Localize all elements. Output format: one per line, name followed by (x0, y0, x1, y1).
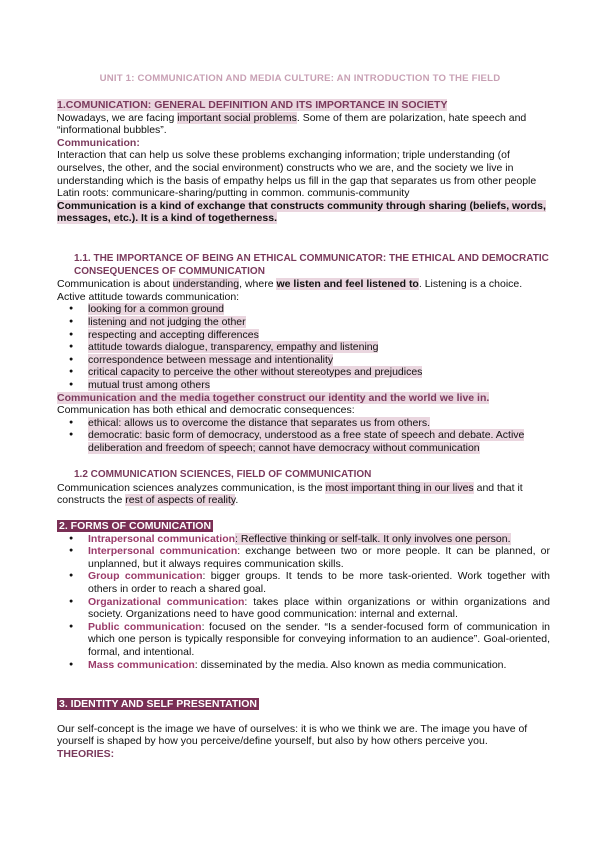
list-item: ● correspondence between message and intentionality (57, 354, 550, 367)
section-1-1-paragraph-1: Communication is about understanding, where we listen and feel listened to. Listening is a choice. (57, 278, 523, 291)
list-item-ethical: ● ethical: allows us to overcome the distance that separates us from others. (57, 417, 550, 430)
list-item: ● Mass communication: disseminated by the media. Also known as media communication. (57, 659, 550, 672)
list-item: ● respecting and accepting differences (57, 329, 550, 342)
forms-list (57, 533, 550, 672)
section-1-2 (57, 469, 550, 507)
latin-roots: Latin roots: communicare-sharing/putting in common. communis-community (57, 187, 410, 200)
section-1-1-heading: 1.1. THE IMPORTANCE OF BEING AN ETHICAL COMMUNICATOR: THE ETHICAL AND DEMOCRATIC CONSEQUENCES OF COMMUNICATION (74, 253, 549, 277)
section-1-paragraph-1: Nowadays, we are facing important social problems. Some of them are polarization, hate speech and “informational bubbles”. (57, 111, 527, 137)
unit-title: UNIT 1: COMMUNICATION AND MEDIA CULTURE: AN INTRODUCTION TO THE FIELD (99, 73, 501, 84)
list-item: ● listening and not judging the other (57, 316, 550, 329)
active-attitude-intro: Active attitude towards communication: (57, 290, 240, 303)
active-attitude-list (57, 303, 550, 391)
list-item: ● mutual trust among others (57, 379, 550, 392)
section-1-heading: 1.COMUNICATION: GENERAL DEFINITION AND ITS IMPORTANCE IN SOCIETY (57, 99, 448, 111)
list-item: ● critical capacity to perceive the other without stereotypes and prejudices (57, 366, 550, 379)
section-3 (57, 698, 550, 760)
section-1-2-heading: 1.2 COMMUNICATION SCIENCES, FIELD OF COMMUNICATION (74, 469, 372, 480)
list-item: ● Group communication: bigger groups. It tends to be more task-oriented. Work together with others in order to reach a shared goal. (57, 570, 550, 595)
self-concept-paragraph: Our self-concept is the image we have of ourselves: it is who we think we are. The image you have of yourself is shaped by how you perceive/define yourself, but also by how others perceive you. (57, 722, 528, 748)
list-item: ● Intrapersonal communication: Reflective thinking or self-talk. It only involves one person. (57, 533, 550, 546)
list-item-democratic: ● democratic: basic form of democracy, understood as a free state of speech and debate. Active deliberation and freedom of speech; cannot have democracy without communication (57, 429, 550, 454)
list-item: ● Organizational communication: takes place within organizations or within organizations and society. Organizations need to have good communication: internal and external. (57, 596, 550, 621)
communication-label: Communication: (57, 136, 140, 149)
list-item: ● attitude towards dialogue, transparency, empathy and listening (57, 341, 550, 354)
consequences-list (57, 417, 550, 455)
section-1 (57, 99, 550, 225)
list-item: ● Public communication: focused on the sender. “Is a sender-focused form of communication in which one person is typically responsible for conveying information to an audience”. Goal-oriented, formal, and intentional. (57, 621, 550, 659)
identity-statement: Communication and the media together construct our identity and the world we live in. (57, 391, 490, 404)
section-2 (57, 520, 550, 671)
consequences-intro: Communication has both ethical and democratic consequences: (57, 404, 355, 417)
theories-label: THEORIES: (57, 747, 115, 760)
section-3-heading: 3. IDENTITY AND SELF PRESENTATION (59, 698, 257, 710)
section-1-paragraph-2: Interaction that can help us solve these problems exchanging information; triple understanding (of ourselves, the other, and the social environment) constructs who we are, and the society we live in understanding which is the basis of empathy helps us fill in the gap that separates us from other people (57, 149, 537, 187)
section-1-2-paragraph: Communication sciences analyzes communication, is the most important thing in our lives and that it constructs the rest of aspects of reality. (57, 481, 523, 507)
communication-definition: Communication is a kind of exchange that constructs community through sharing (beliefs, words, messages, etc.). It is a kind of togetherness. (57, 199, 546, 225)
list-item: ● looking for a common ground (57, 303, 550, 316)
section-1-1 (57, 253, 550, 455)
section-2-heading: 2. FORMS OF COMUNICATION (59, 520, 212, 532)
list-item: ● Interpersonal communication: exchange between two or more people. It can be planned, or unplanned, but it always requires communication skills. (57, 545, 550, 570)
